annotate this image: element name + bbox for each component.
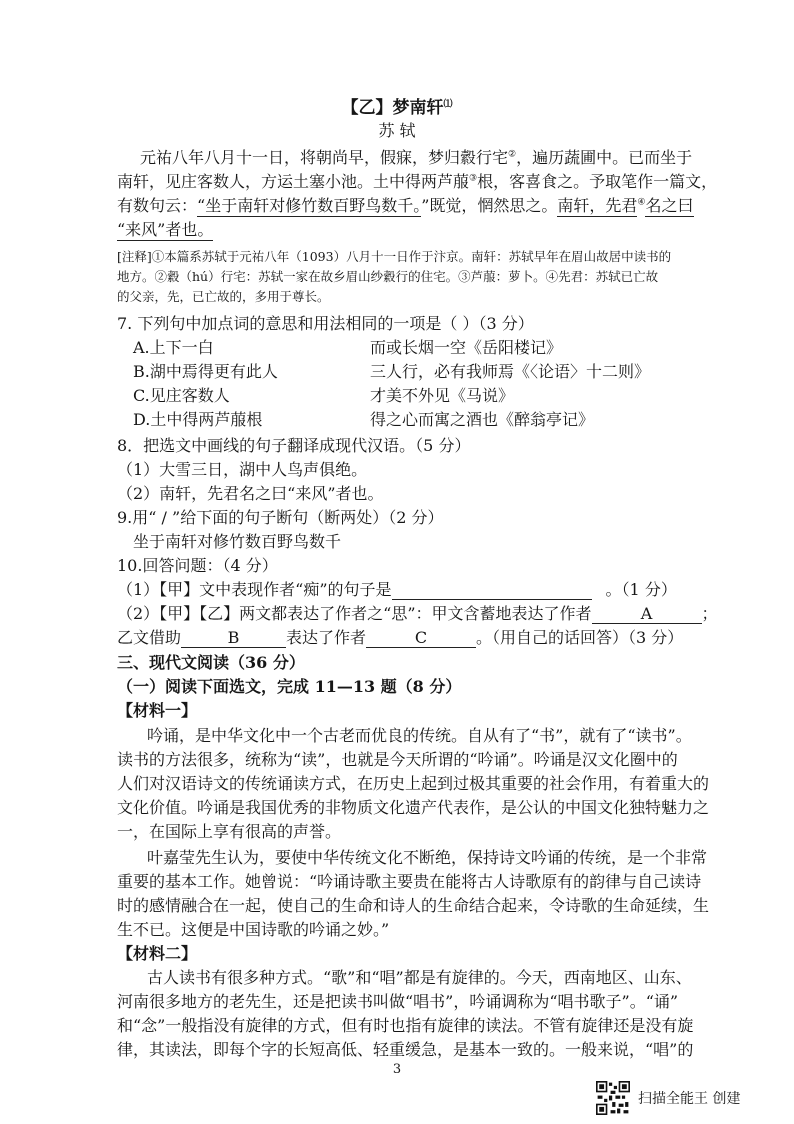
passage-text: ，遍历蔬圃中。已而坐于 [516,148,693,167]
material-2-line: 古人读书有很多种方式。“歌”和“唱”都是有旋律的。今天，西南地区、山东、 [147,968,692,987]
passage-text: ”既觉，惘然思之。 [421,196,558,215]
q10-part-2-text: （2）【甲】【乙】两文都表达了作者之“思”：甲文含蓄地表达了作者 [117,604,592,623]
q7-option-d: D.土中得两芦菔根 [133,410,263,429]
q7-stem: 7. 下列句中加点词的意思和用法相同的一项是（ ）（3 分） [117,314,534,333]
passage-text: 有数句云： [117,196,198,215]
q10-part-3-text: 乙文借助 [117,628,182,647]
title-note-marker: ⑴ [443,99,453,110]
passage-line-2 [117,172,717,192]
q9-stem: 9.用“ / ”给下面的句子断句（断两处）（2 分） [117,508,444,527]
passage-text: 元祐八年八月十一日，将朝尚早，假寐，梦归縠行宅 [140,148,509,167]
scanner-watermark-text: 扫描全能王 创建 [638,1091,741,1107]
q10-part-2 [117,604,718,624]
section-title: 三、现代文阅读（36 分） [117,653,305,672]
passage-line-3 [117,196,694,216]
q7-option-a-compare: 而或长烟一空《岳阳楼记》 [370,338,563,357]
answer-blank-b[interactable]: B [181,629,286,648]
note-line-3: 的父亲，先，已亡故的，多用于尊长。 [117,289,330,304]
q7-option-c: C.见庄客数人 [133,386,230,405]
q10-part-1-text: （1）【甲】文中表现作者“痴”的句子是 [117,580,392,599]
passage-title [0,98,794,118]
q7-option-a: A.上下一白 [133,338,214,357]
scanner-watermark [596,1080,740,1116]
q10-part-2-punct: ； [701,604,718,623]
q10-part-1-score: 。（1 分） [605,580,677,599]
material-1-line: 读书的方法很多，统称为“读”，也就是今天所谓的“吟诵”。吟诵是汉文化圈中的 [117,750,678,769]
underlined-sentence: “坐于南轩对修竹数百野鸟数千。 [197,196,422,215]
passage-line-1 [140,148,692,168]
passage-text: 南轩，见庄客数人，方运土塞小池。土中得两芦菔 [117,172,470,191]
answer-blank[interactable] [392,599,592,600]
page-number: 3 [392,1062,402,1077]
section-subtitle: （一）阅读下面选文，完成 11—13 题（8 分） [117,677,462,696]
note-line-2: 地方。②縠（hú）行宅：苏轼一家在故乡眉山纱縠行的住宅。③芦菔：萝卜。④先君：苏轼已亡故 [117,269,659,284]
underlined-sentence: 南轩，先君 [557,196,638,215]
material-2-line: 和“念”一般指没有旋律的方式，但有时也指有旋律的读法。不管有旋律还是没有旋 [117,1016,694,1035]
q7-option-d-compare: 得之心而寓之酒也《醉翁亭记》 [370,410,595,429]
q10-part-3-text: 表达了作者 [286,628,367,647]
material-1-line: 时的感情融合在一起，使自己的生命和诗人的生命结合起来，令诗歌的生命延续，生 [117,896,710,915]
answer-blank-a[interactable]: A [592,605,702,624]
q8-stem: 8．把选文中画线的句子翻译成现代汉语。（5 分） [117,436,471,455]
underlined-sentence: 名之曰 [645,196,694,215]
material-1-line: 一，在国际上享有很高的声誉。 [117,822,342,841]
q10-part-3 [117,628,683,648]
material-1-line: 人们对汉语诗文的传统诵读方式，在历史上起到过极其重要的社会作用，有着重大的 [117,774,710,793]
answer-blank-c[interactable]: C [366,629,476,648]
q10-part-1 [117,580,677,600]
material-1-line: 生不已。这便是中国诗歌的吟诵之妙。” [117,920,390,939]
material-2-line: 律，其读法，即每个字的长短高低、轻重缓急，是基本一致的。一般来说，“唱”的 [117,1040,694,1059]
title-bracket: 【乙】 [341,98,393,118]
q10-part-3-score: 。（用自己的话回答）（3 分） [476,628,684,647]
q8-sentence-1: （1）大雪三日，湖中人鸟声俱绝。 [117,460,368,479]
qr-code-icon [596,1081,630,1115]
q10-stem: 10.回答问题：（4 分） [117,556,278,575]
q9-sentence: 坐于南轩对修竹数百野鸟数千 [133,532,342,551]
q7-option-b-compare: 三人行，必有我师焉《〈论语〉十二则》 [370,362,651,381]
underlined-sentence: “来风”者也。 [117,220,214,239]
q7-option-c-compare: 才美不外见《马说》 [370,386,515,405]
note-marker: ③ [469,173,478,184]
title-text: 梦南轩 [392,98,444,118]
passage-line-4 [117,220,213,240]
material-1-label: 【材料一】 [117,701,198,720]
note-line-1: [注释]①本篇系苏轼于元祐八年（1093）八月十一日作于汴京。南轩：苏轼早年在眉山故居中读书的 [117,249,672,264]
material-1-line: 叶嘉莹先生认为，要使中华传统文化不断绝，保持诗文吟诵的传统，是一个非常 [147,848,708,867]
q8-sentence-2: （2）南轩，先君名之曰“来风”者也。 [117,484,384,503]
q7-option-b: B.湖中焉得更有此人 [133,362,278,381]
material-2-label: 【材料二】 [117,944,198,963]
material-1-line: 吟诵，是中华文化中一个古老而优良的传统。自从有了“书”，就有了“读书”。 [147,726,692,745]
material-2-line: 河南很多地方的老先生，还是把读书叫做“唱书”，吟诵调称为“唱书歌子”。“诵” [117,992,679,1011]
note-marker: ④ [637,197,646,208]
passage-text: 根，客喜食之。予取笔作一篇文， [477,172,718,191]
note-marker: ② [508,149,517,160]
material-1-line: 文化价值。吟诵是我国优秀的非物质文化遗产代表作，是公认的中国文化独特魅力之 [117,798,710,817]
passage-author: 苏 轼 [378,121,416,140]
material-1-line: 重要的基本工作。她曾说：“吟诵诗歌主要贵在能将古人诗歌原有的韵律与自己读诗 [117,872,702,891]
